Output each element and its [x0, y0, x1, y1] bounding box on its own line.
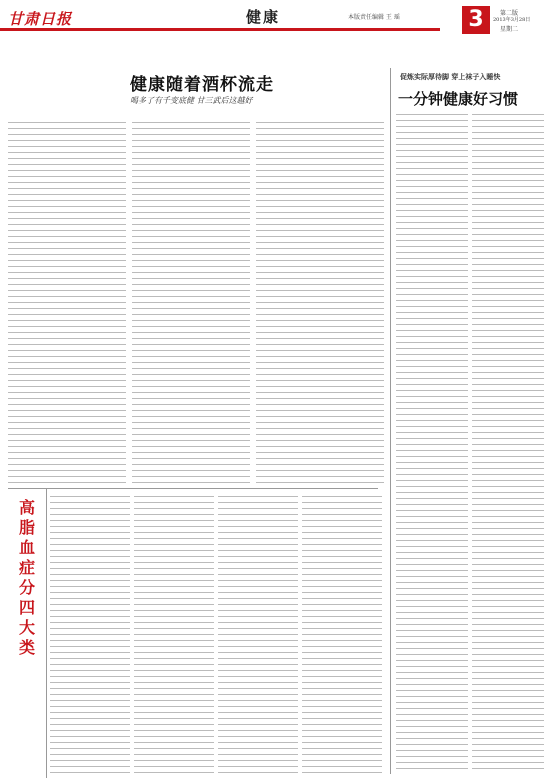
- article2-title: 一分钟健康好习惯: [398, 90, 519, 108]
- article2-column-2: [472, 112, 544, 774]
- article2-column-1: [396, 112, 468, 774]
- article1-column-2: [132, 120, 250, 485]
- section-divider: [8, 488, 378, 489]
- column-divider: [46, 488, 47, 778]
- article1-column-1: [8, 120, 126, 485]
- article1-subtitle: 喝多了有千变底健 甘三武后这越好: [130, 96, 253, 105]
- edition-label: 第二版: [500, 10, 519, 17]
- editor-credit: 本版责任编辑 王 瑶: [348, 14, 400, 21]
- newspaper-logo: 甘肃日报: [8, 10, 73, 28]
- article3-title: 高脂血症分四大类: [18, 498, 35, 657]
- weekday-label: 星期二: [500, 26, 519, 33]
- article3-column-1: [50, 494, 130, 774]
- masthead-rule: [0, 28, 440, 31]
- article2-kicker: 促炼实际厚待脚 穿上袜子入睡快: [400, 72, 501, 81]
- section-title: 健康: [246, 8, 281, 26]
- page-number: 3: [462, 6, 490, 34]
- article3-column-4: [302, 494, 382, 774]
- column-divider: [390, 68, 391, 774]
- article1-column-3: [256, 120, 384, 485]
- article3-column-2: [134, 494, 214, 774]
- issue-date: 2013年3月28日: [493, 17, 531, 23]
- article1-title: 健康随着酒杯流走: [130, 75, 274, 95]
- article3-column-3: [218, 494, 298, 774]
- masthead: [0, 0, 550, 46]
